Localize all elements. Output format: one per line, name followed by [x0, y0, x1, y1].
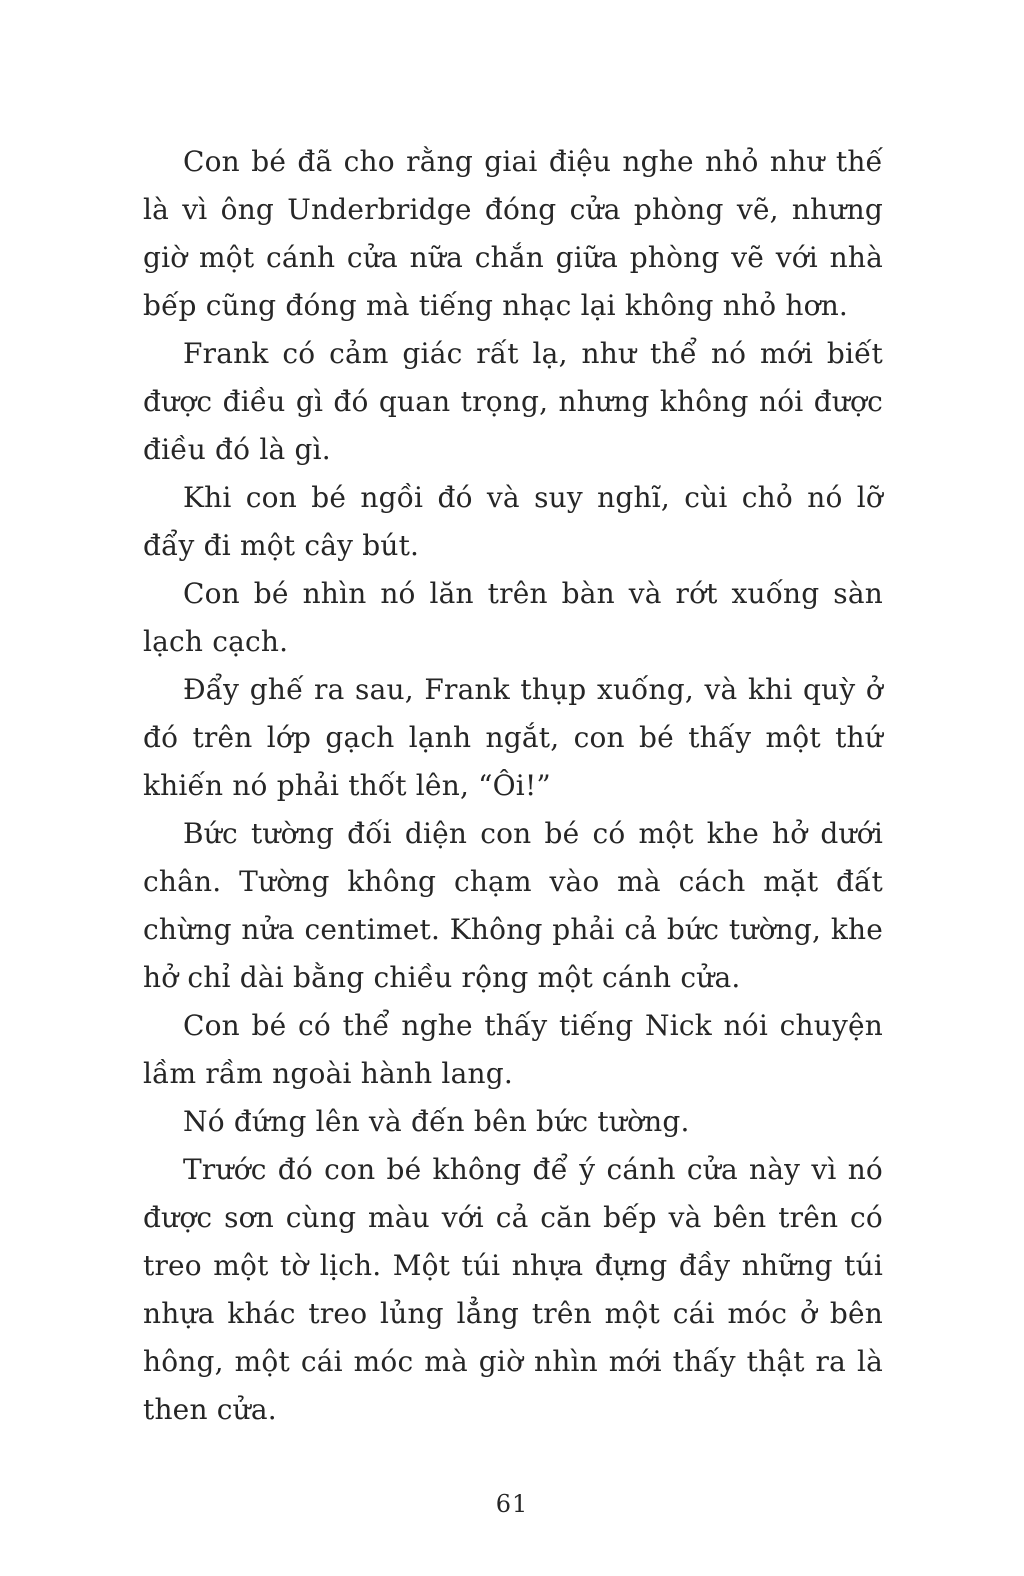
body-text: [143, 138, 883, 1434]
paragraph: Khi con bé ngồi đó và suy nghĩ, cùi chỏ nó lỡ đẩy đi một cây bút.: [143, 481, 883, 562]
paragraph: Trước đó con bé không để ý cánh cửa này vì nó được sơn cùng màu với cả căn bếp và bên trên có treo một tờ lịch. Một túi nhựa đựng đầy những túi nhựa khác treo lủng lẳng trên một cái móc ở bên hông, một cái móc mà giờ nhìn mới thấy thật ra là then cửa.: [143, 1153, 883, 1426]
paragraph: Bức tường đối diện con bé có một khe hở dưới chân. Tường không chạm vào mà cách mặt đất chừng nửa centimet. Không phải cả bức tường, khe hở chỉ dài bằng chiều rộng một cánh cửa.: [143, 817, 883, 994]
paragraph: Đẩy ghế ra sau, Frank thụp xuống, và khi quỳ ở đó trên lớp gạch lạnh ngắt, con bé thấy một thứ khiến nó phải thốt lên, “Ôi!”: [143, 673, 883, 802]
paragraph: Nó đứng lên và đến bên bức tường.: [183, 1105, 690, 1138]
page-number: 61: [495, 1490, 529, 1518]
paragraph: Con bé nhìn nó lăn trên bàn và rớt xuống sàn lạch cạch.: [143, 577, 883, 658]
paragraph: Frank có cảm giác rất lạ, như thể nó mới biết được điều gì đó quan trọng, nhưng không nói được điều đó là gì.: [143, 337, 883, 466]
paragraph: Con bé đã cho rằng giai điệu nghe nhỏ như thế là vì ông Underbridge đóng cửa phòng vẽ, nhưng giờ một cánh cửa nữa chắn giữa phòng vẽ với nhà bếp cũng đóng mà tiếng nhạc lại không nhỏ hơn.: [143, 145, 883, 322]
paragraph: Con bé có thể nghe thấy tiếng Nick nói chuyện lầm rầm ngoài hành lang.: [143, 1009, 883, 1090]
